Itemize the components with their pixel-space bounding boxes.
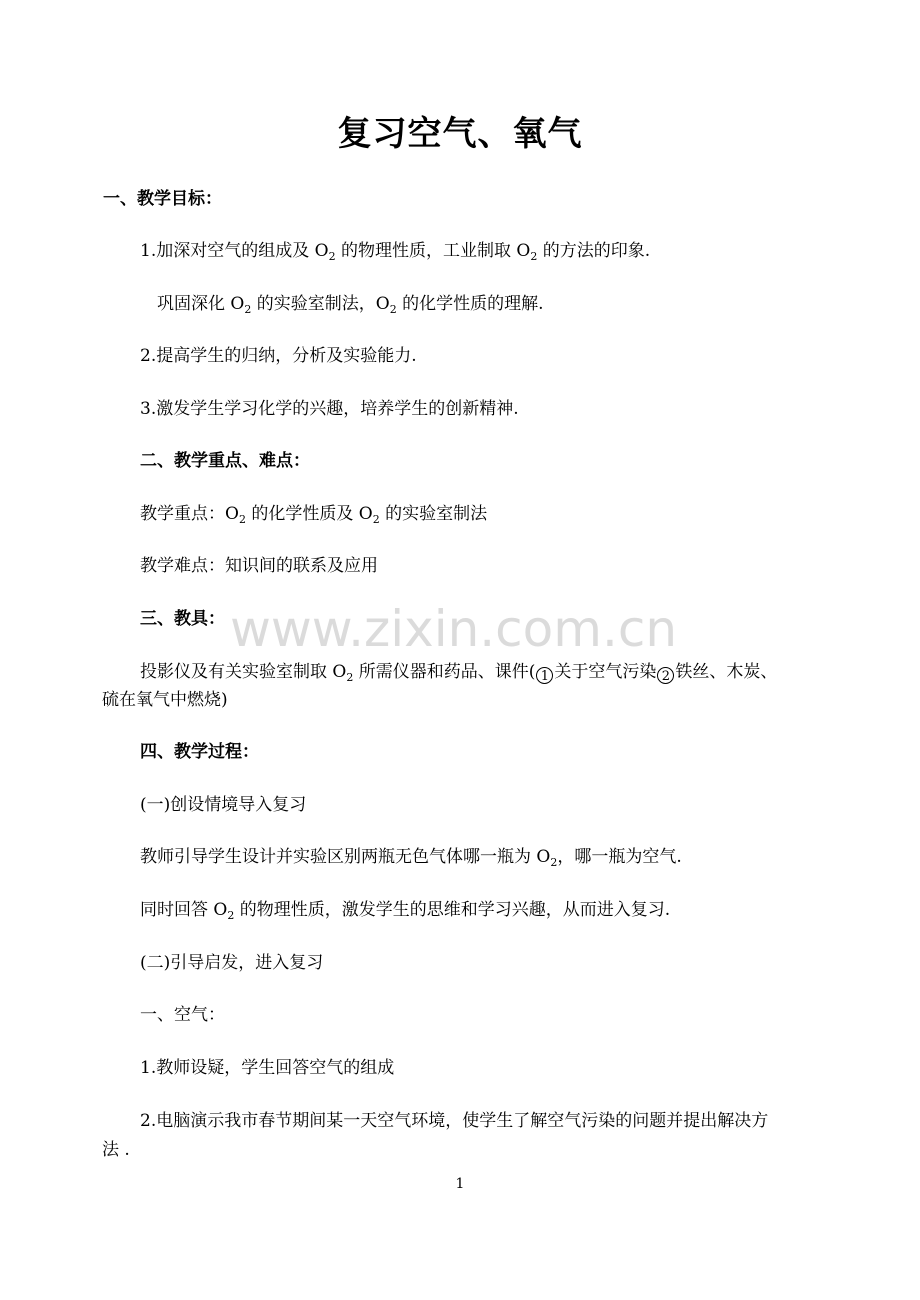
text: 教学重点：O	[140, 504, 239, 524]
objective-1-continued	[157, 293, 544, 315]
circled-number-2: 2	[657, 667, 674, 684]
tools-line-2: 硫在氧气中燃烧)	[102, 690, 228, 710]
text: 的化学性质的理解.	[396, 294, 544, 314]
section-heading-objectives: 一、教学目标：	[103, 189, 222, 209]
subscript: 2	[346, 671, 354, 684]
step-1-heading: (一)创设情境导入复习	[140, 795, 307, 815]
subscript: 2	[550, 856, 558, 869]
text: 教师引导学生设计并实验区别两瓶无色气体哪一瓶为 O	[140, 847, 551, 867]
text: 的实验室制法	[379, 504, 488, 524]
text: ，哪一瓶为空气.	[557, 847, 682, 867]
text: 巩固深化 O	[157, 294, 245, 314]
air-item-2-line-1: 2.电脑演示我市春节期间某一天空气环境，使学生了解空气污染的问题并提出解决方	[140, 1111, 769, 1131]
difficulty: 教学难点：知识间的联系及应用	[140, 556, 378, 576]
text: 的化学性质及 O	[245, 504, 373, 524]
text: 的方法的印象.	[537, 241, 651, 261]
text: 的物理性质，激发学生的思维和学习兴趣，从而进入复习.	[234, 900, 671, 920]
subscript: 2	[238, 513, 246, 526]
objective-2: 2.提高学生的归纳，分析及实验能力.	[140, 346, 417, 366]
text: 同时回答 O	[140, 900, 228, 920]
text: 1.加深对空气的组成及 O	[140, 241, 329, 261]
air-item-1: 1.教师设疑，学生回答空气的组成	[140, 1058, 395, 1078]
section-heading-process: 四、教学过程：	[140, 742, 259, 762]
text: 所需仪器和药品、课件(	[353, 662, 536, 682]
subscript: 2	[530, 250, 538, 263]
page-title: 复习空气、氧气	[337, 114, 583, 154]
text: 投影仪及有关实验室制取 O	[140, 662, 347, 682]
subscript: 2	[389, 303, 397, 316]
text: 的实验室制法，O	[251, 294, 390, 314]
subscript: 2	[227, 909, 235, 922]
objective-3: 3.激发学生学习化学的兴趣，培养学生的创新精神.	[140, 399, 519, 419]
key-point	[140, 503, 487, 525]
circled-number-1: 1	[536, 667, 553, 684]
text: 铁丝、木炭、	[675, 662, 778, 682]
subscript: 2	[328, 250, 336, 263]
text: 的物理性质，工业制取 O	[335, 241, 531, 261]
objective-1	[140, 240, 650, 262]
section-heading-key-points: 二、教学重点、难点：	[140, 451, 310, 471]
page-number: 1	[455, 1176, 465, 1192]
air-item-2-line-2: 法 .	[102, 1140, 130, 1160]
text: 关于空气污染	[554, 662, 657, 682]
step-2-heading: (二)引导启发，进入复习	[140, 953, 324, 973]
tools-line-1	[140, 661, 777, 684]
subscript: 2	[372, 513, 380, 526]
air-heading: 一、空气：	[140, 1005, 225, 1025]
watermark: www.zixin.com.cn	[230, 600, 678, 658]
section-heading-tools: 三、教具：	[140, 609, 225, 629]
step-1-line-2	[140, 899, 670, 921]
step-1-line-1	[140, 846, 682, 868]
subscript: 2	[244, 303, 252, 316]
